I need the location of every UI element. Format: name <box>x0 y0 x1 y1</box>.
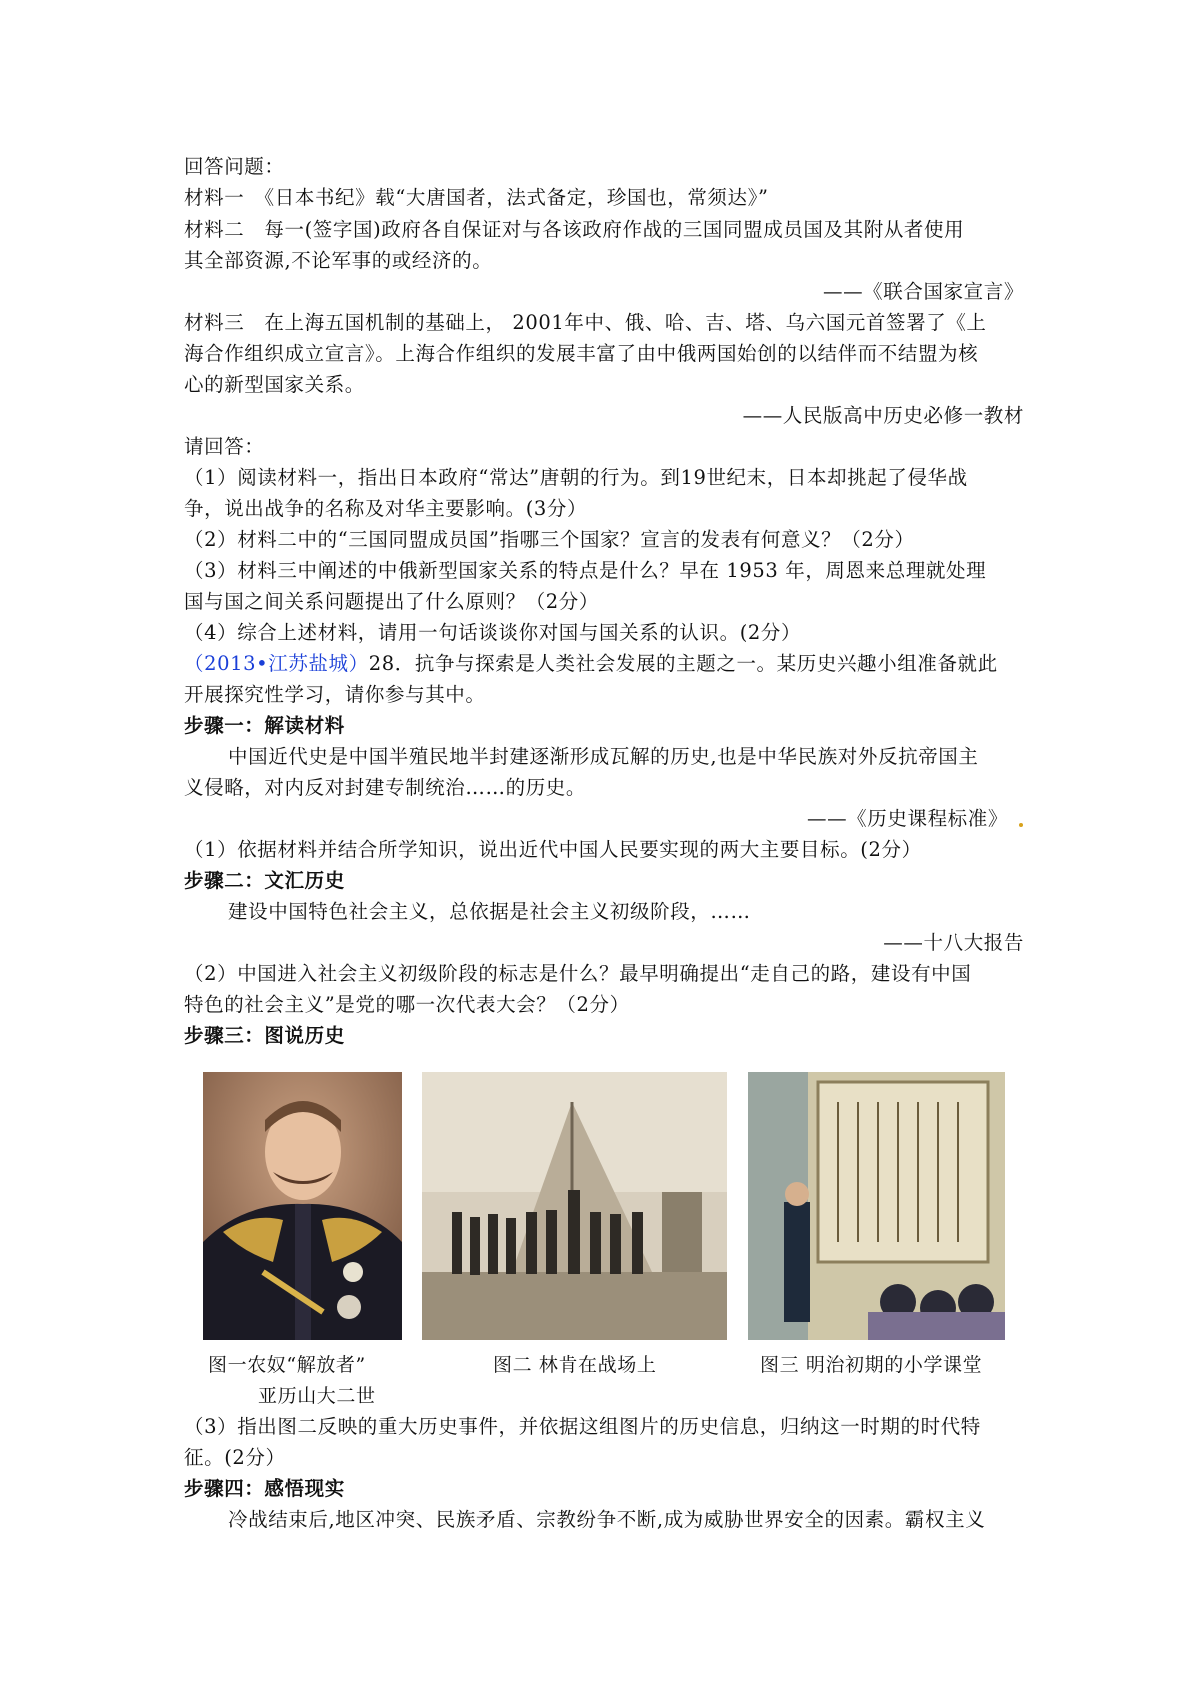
text-line: 材料三 在上海五国机制的基础上， 2001年中、俄、哈、吉、塔、乌六国元首签署了《上 <box>184 311 987 334</box>
step1-paragraph-1: 中国近代史是中国半殖民地半封建逐渐形成瓦解的历史,也是中华民族对外反抗帝国主 <box>228 745 979 768</box>
text-line: （3）材料三中阐述的中俄新型国家关系的特点是什么？早在 1953 年，周恩来总理就处理 <box>184 559 987 582</box>
text-line: 心的新型国家关系。 <box>184 373 365 396</box>
caption-figure-1: 图一农奴“解放者” <box>208 1354 366 1376</box>
caption-figure-3: 图三 明治初期的小学课堂 <box>760 1354 983 1376</box>
step3-question-2: 征。(2分） <box>184 1446 286 1469</box>
text-line: （1）阅读材料一，指出日本政府“常达”唐朝的行为。到19世纪末，日本却挑起了侵华战 <box>184 466 968 489</box>
text-line: （4）综合上述材料，请用一句话谈谈你对国与国关系的认识。(2分） <box>184 621 802 644</box>
text-line: 回答问题： <box>184 155 285 178</box>
step3-heading: 步骤三：图说历史 <box>184 1024 345 1047</box>
text-line: ——人民版高中历史必修一教材 <box>742 404 1024 427</box>
text-line: 国与国之间关系问题提出了什么原则？（2分） <box>184 590 600 613</box>
mark-dot <box>1019 823 1023 827</box>
text-line: 材料一 《日本书纪》载“大唐国者，法式备定，珍国也，常须达》” <box>184 186 769 209</box>
step1-heading: 步骤一：解读材料 <box>184 714 345 737</box>
text-line: 其全部资源,不论军事的或经济的。 <box>184 249 493 272</box>
step2-question-2: 特色的社会主义”是党的哪一次代表大会？（2分） <box>184 993 630 1016</box>
step4-heading: 步骤四：感悟现实 <box>184 1477 345 1500</box>
step1-citation-text: ——《历史课程标准》 <box>806 807 1008 830</box>
step2-paragraph: 建设中国特色社会主义，总依据是社会主义初级阶段，…… <box>228 900 751 923</box>
step2-citation: ——十八大报告 <box>883 931 1024 954</box>
q28-source: （2013•江苏盐城） <box>184 652 369 675</box>
q28-text-2: 开展探究性学习，请你参与其中。 <box>184 683 486 706</box>
step1-citation <box>184 804 1024 834</box>
text-line: 海合作组织成立宣言》。上海合作组织的发展丰富了由中俄两国始创的以结伴而不结盟为核 <box>184 342 979 365</box>
caption-figure-1-subtitle: 亚历山大二世 <box>258 1385 376 1407</box>
caption-figure-2: 图二 林肯在战场上 <box>493 1354 657 1376</box>
step2-question-1: （2）中国进入社会主义初级阶段的标志是什么？最早明确提出“走自己的路，建设有中国 <box>184 962 972 985</box>
text-line: ——《联合国家宣言》 <box>822 280 1024 303</box>
step4-paragraph: 冷战结束后,地区冲突、民族矛盾、宗教纷争不断,成为威胁世界安全的因素。霸权主义 <box>228 1508 986 1531</box>
step2-heading: 步骤二：文汇历史 <box>184 869 345 892</box>
step1-paragraph-2: 义侵略，对内反对封建专制统治……的历史。 <box>184 776 587 799</box>
lincoln-battlefield-image <box>422 1072 727 1340</box>
portrait-alexander-ii-image <box>203 1072 402 1340</box>
text-line: （2）材料二中的“三国同盟成员国”指哪三个国家？宣言的发表有何意义？（2分） <box>184 528 915 551</box>
q28-line-1 <box>184 649 1024 679</box>
text-line: 争，说出战争的名称及对华主要影响。(3分） <box>184 497 588 520</box>
step3-question-1: （3）指出图二反映的重大历史事件，并依据这组图片的历史信息，归纳这一时期的时代特 <box>184 1415 981 1438</box>
text-line: 材料二 每一(签字国)政府各自保证对与各该政府作战的三国同盟成员国及其附从者使用 <box>184 218 965 241</box>
text-line: 请回答： <box>184 435 265 458</box>
step1-question: （1）依据材料并结合所学知识，说出近代中国人民要实现的两大主要目标。(2分） <box>184 838 922 861</box>
meiji-classroom-image <box>748 1072 1005 1340</box>
q28-text-1: 28．抗争与探索是人类社会发展的主题之一。某历史兴趣小组准备就此 <box>368 652 998 675</box>
